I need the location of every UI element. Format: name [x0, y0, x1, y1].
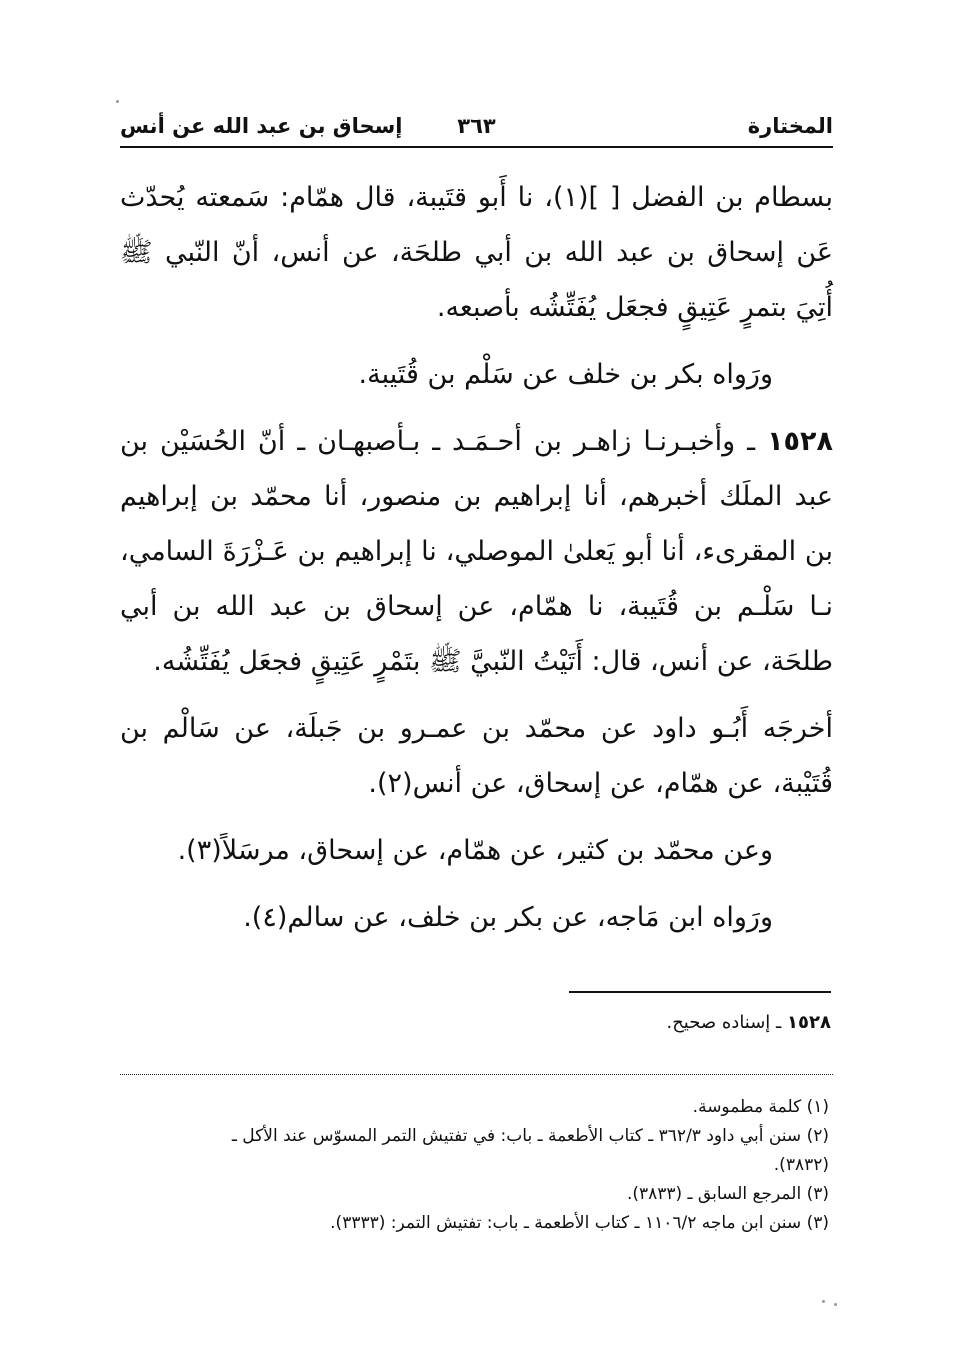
footnote-4: [113, 1209, 829, 1238]
footnotes: [113, 1093, 829, 1238]
hadith-number: ١٥٢٨: [767, 426, 833, 457]
paragraph-6: ورَواه ابن مَاجه، عن بكر بن خلف، عن سالم(٤).: [243, 902, 773, 933]
footnote-marker: (٣): [806, 1213, 829, 1233]
footnote-3: [113, 1180, 829, 1209]
footnote-text: المرجع السابق ـ (٣٨٣٣).: [626, 1184, 802, 1204]
footnote-2: [113, 1122, 829, 1151]
footnote-text: سنن ابن ماجه ١١٠٦/٢ ـ كتاب الأطعمة ـ باب: تفتيش التمر: (٣٣٣٣).: [330, 1213, 802, 1233]
dotted-separator: [120, 1074, 833, 1075]
main-text: [120, 170, 833, 945]
paragraph-5: وعن محمّد بن كثير، عن همّام، عن إسحاق، مرسَلاً(٣).: [177, 835, 773, 866]
takhrij-note: [118, 1012, 831, 1033]
scan-speck: [822, 1300, 825, 1303]
footnote-separator: [569, 991, 831, 993]
footnote-2-continuation: (٣٨٣٢).: [773, 1155, 829, 1175]
footnote-marker: (١): [806, 1097, 829, 1117]
header-rule: [120, 146, 833, 148]
paragraph-2: ورَواه بكر بن خلف عن سَلْم بن قُتَيبة.: [358, 359, 773, 390]
chapter-title: إسحاق بن عبد الله عن أنس: [120, 114, 403, 138]
footnote-text: كلمة مطموسة.: [692, 1097, 802, 1117]
footnote-marker: (٢): [806, 1126, 829, 1146]
footnote-text: سنن أبي داود ٣٦٢/٣ ـ كتاب الأطعمة ـ باب: في تفتيش التمر المسوّس عند الأكل ـ: [231, 1126, 802, 1146]
scan-speck: [834, 1303, 837, 1306]
hadith-1528: [120, 414, 833, 689]
footnote-marker: (٣): [806, 1184, 829, 1204]
page-number: ٣٦٣: [457, 114, 496, 138]
takhrij-text: ـ إسناده صحيح.: [666, 1012, 782, 1033]
running-header: [120, 108, 833, 144]
paragraph-4: أخرجَه أَبُـو داود عن محمّد بن عمـرو بن جَبلَة، عن سَالْم بن قُتَيْبة، عن همّام، عن إسحاق، عن أنس(٢).: [120, 713, 833, 799]
footnote-1: [113, 1093, 829, 1122]
paragraph-1: بسطام بن الفضل [ ](١)، نا أَبو قتَيبة، قال همّام: سَمعته يُحدّث عَن إسحاق بن عبد الله بن أبي طلحَة، عن أنس، أنّ النّبي ﷺ أُتِيَ بتمرٍ عَتِيقٍ فجعَل يُفَتِّشُه بأصبعه.: [120, 182, 833, 323]
book-title: المختارة: [747, 114, 833, 138]
takhrij-number: ١٥٢٨: [787, 1012, 831, 1033]
scan-speck: [116, 100, 119, 103]
hadith-text: ـ وأخبـرنـا زاهـر بن أحـمَـد ـ بـأصبهـان ـ أنّ الحُسَيْن بن عبد الملَك أخبرهم، أنا إبراهيم بن منصور، أنا محمّد بن إبراهيم بن المقرىء، أنا أبو يَعلىٰ الموصلي، نا إبراهيم بن عَـزْرَةَ السامي، نـا سَلْـم بن قُتَيبة، نا همّام، عن إسحاق بن عبد الله بن أبي طلحَة، عن أنس، قال: أَتَيْتُ النّبيَّ ﷺ بتَمْرٍ عَتِيقٍ فجعَل يُفَتِّشُه.: [120, 426, 833, 677]
